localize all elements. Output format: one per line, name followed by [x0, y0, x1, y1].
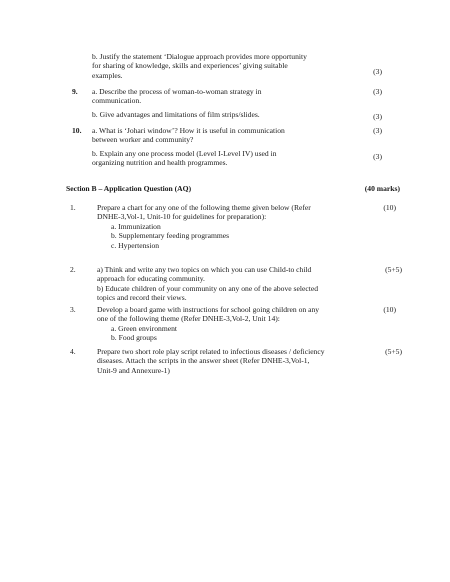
b1-items — [111, 222, 229, 250]
b3-items — [111, 324, 177, 343]
section-b-title: Section B – Application Question (AQ) — [66, 184, 192, 193]
b3-number: 3. — [70, 305, 76, 314]
q9b-marks: (3) — [373, 112, 382, 121]
b4-line: Prepare two short role play script related to infectious diseases / deficiency — [97, 347, 325, 356]
q10b-line: organizing nutrition and health programmes. — [92, 158, 228, 168]
b4-text — [97, 347, 372, 375]
b1-item: a. Immunization — [111, 222, 161, 231]
b2-marks: (5+5) — [385, 265, 402, 274]
b4-number: 4. — [70, 347, 76, 356]
b1-item: b. Supplementary feeding programmes — [111, 231, 230, 241]
b1-marks: (10) — [383, 203, 396, 212]
q9b-text — [92, 110, 352, 119]
b2-line: b) Educate children of your community on any one of the above selected — [97, 283, 318, 293]
q8b-marks: (3) — [373, 67, 382, 76]
b2-number: 2. — [70, 265, 76, 274]
section-b-total-marks: (40 marks) — [364, 184, 400, 193]
q8b-line: b. Justify the statement ‘Dialogue approach provides more opportunity — [92, 52, 307, 61]
q9a-line: a. Describe the process of woman-to-woman strategy in — [92, 87, 262, 96]
b4-line: Unit-9 and Annexure-1) — [97, 365, 170, 375]
b1-item: c. Hypertension — [111, 240, 160, 250]
b1-line: Prepare a chart for any one of the following theme given below (Refer — [97, 203, 311, 212]
q10b-marks: (3) — [373, 152, 382, 161]
b3-marks: (10) — [383, 305, 396, 314]
b4-line: diseases. Attach the scripts in the answer sheet (Refer DNHE-3,Vol-1, — [97, 356, 310, 366]
b1-number: 1. — [70, 203, 76, 212]
q9a-text — [92, 87, 352, 106]
q10-number: 10. — [72, 126, 82, 135]
q8b-text — [92, 52, 362, 80]
q10a-text — [92, 126, 352, 145]
b2-line: a) Think and write any two topics on which you can use Child-to child — [97, 265, 312, 274]
q10b-text — [92, 149, 352, 168]
q8b-line: for sharing of knowledge, skills and experiences’ giving suitable — [92, 61, 288, 71]
b3-item: a. Green environment — [111, 324, 177, 333]
b4-marks: (5+5) — [385, 347, 402, 356]
q9a-line: communication. — [92, 96, 142, 106]
q10a-line: a. What is ‘Johari window’? How it is useful in communication — [92, 126, 285, 135]
q10b-line: b. Explain any one process model (Level I-Level IV) used in — [92, 149, 277, 158]
q9b-line: b. Give advantages and limitations of film strips/slides. — [92, 110, 260, 119]
b2-line: topics and record their views. — [97, 293, 187, 303]
q9-number: 9. — [72, 87, 78, 96]
b3-line: Develop a board game with instructions for school going children on any — [97, 305, 320, 314]
q10a-marks: (3) — [373, 126, 382, 135]
b3-item: b. Food groups — [111, 333, 157, 343]
b2-line: approach for educating community. — [97, 274, 205, 284]
q9a-marks: (3) — [373, 87, 382, 96]
q10a-line: between worker and community? — [92, 135, 194, 145]
b2-text — [97, 265, 372, 303]
q8b-line: examples. — [92, 70, 123, 80]
b3-text — [97, 305, 372, 324]
b1-line: DNHE-3,Vol-1, Unit-10 for guidelines for preparation): — [97, 212, 267, 222]
b1-text — [97, 203, 365, 222]
b3-line: one of the following theme (Refer DNHE-3,Vol-2, Unit 14): — [97, 314, 280, 324]
